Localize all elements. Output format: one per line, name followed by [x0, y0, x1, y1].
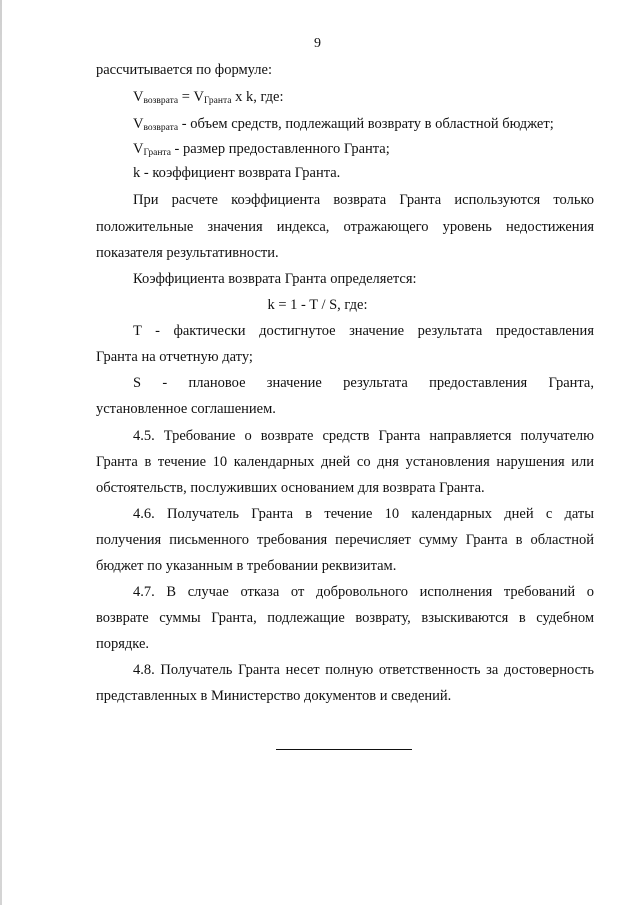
paragraph-line: получения письменного требования перечисляет сумму Гранта в областной	[96, 532, 594, 548]
paragraph-line: порядке.	[96, 636, 150, 652]
definition-v-grant: $V_{Гранта}$ - размер предоставленного Гранта;	[133, 141, 390, 158]
paragraph-line: положительные значения индекса, отражающего уровень недостижения	[96, 219, 594, 235]
paragraph-line: представленных в Министерство документов и сведений.	[96, 688, 452, 704]
paragraph-line: При расчете коэффициента возврата Гранта используются только	[133, 192, 594, 208]
paragraph-line: возврате суммы Гранта, подлежащие возврату, взыскиваются в судебном	[96, 610, 594, 626]
paragraph-line: обстоятельств, послуживших основанием для возврата Гранта.	[96, 480, 485, 496]
paragraph-line: S - плановое значение результата предоставления Гранта,	[133, 375, 594, 391]
paragraph-line: бюджет по указанным в требовании реквизитам.	[96, 558, 397, 574]
formula-return-volume: $V_{возврата} = V_{Гранта}$ x k, где:	[133, 89, 284, 106]
paragraph-line: 4.7. В случае отказа от добровольного исполнения требований о	[133, 584, 594, 600]
paragraph-line: T - фактически достигнутое значение результата предоставления	[133, 323, 594, 339]
scan-edge	[0, 0, 2, 905]
paragraph-line: Коэффициента возврата Гранта определяется:	[133, 271, 417, 287]
paragraph-line: Гранта на отчетную дату;	[96, 349, 253, 365]
paragraph-line: показателя результативности.	[96, 245, 279, 261]
page-number: 9	[314, 36, 321, 51]
paragraph-line: установленное соглашением.	[96, 401, 276, 417]
text-line: рассчитывается по формуле:	[96, 62, 272, 78]
paragraph-line: 4.5. Требование о возврате средств Гранта направляется получателю	[133, 428, 594, 444]
definition-v-return: $V_{возврата}$ - объем средств, подлежащий возврату в областной бюджет;	[133, 116, 554, 133]
paragraph-line: Гранта в течение 10 календарных дней со дня установления нарушения или	[96, 454, 594, 470]
definition-k: k - коэффициент возврата Гранта.	[133, 165, 341, 181]
formula-coefficient: k = 1 - T / S, где:	[267, 297, 368, 313]
paragraph-line: 4.8. Получатель Гранта несет полную ответственность за достоверность	[133, 662, 594, 678]
end-divider	[276, 749, 412, 750]
paragraph-line: 4.6. Получатель Гранта в течение 10 календарных дней с даты	[133, 506, 594, 522]
